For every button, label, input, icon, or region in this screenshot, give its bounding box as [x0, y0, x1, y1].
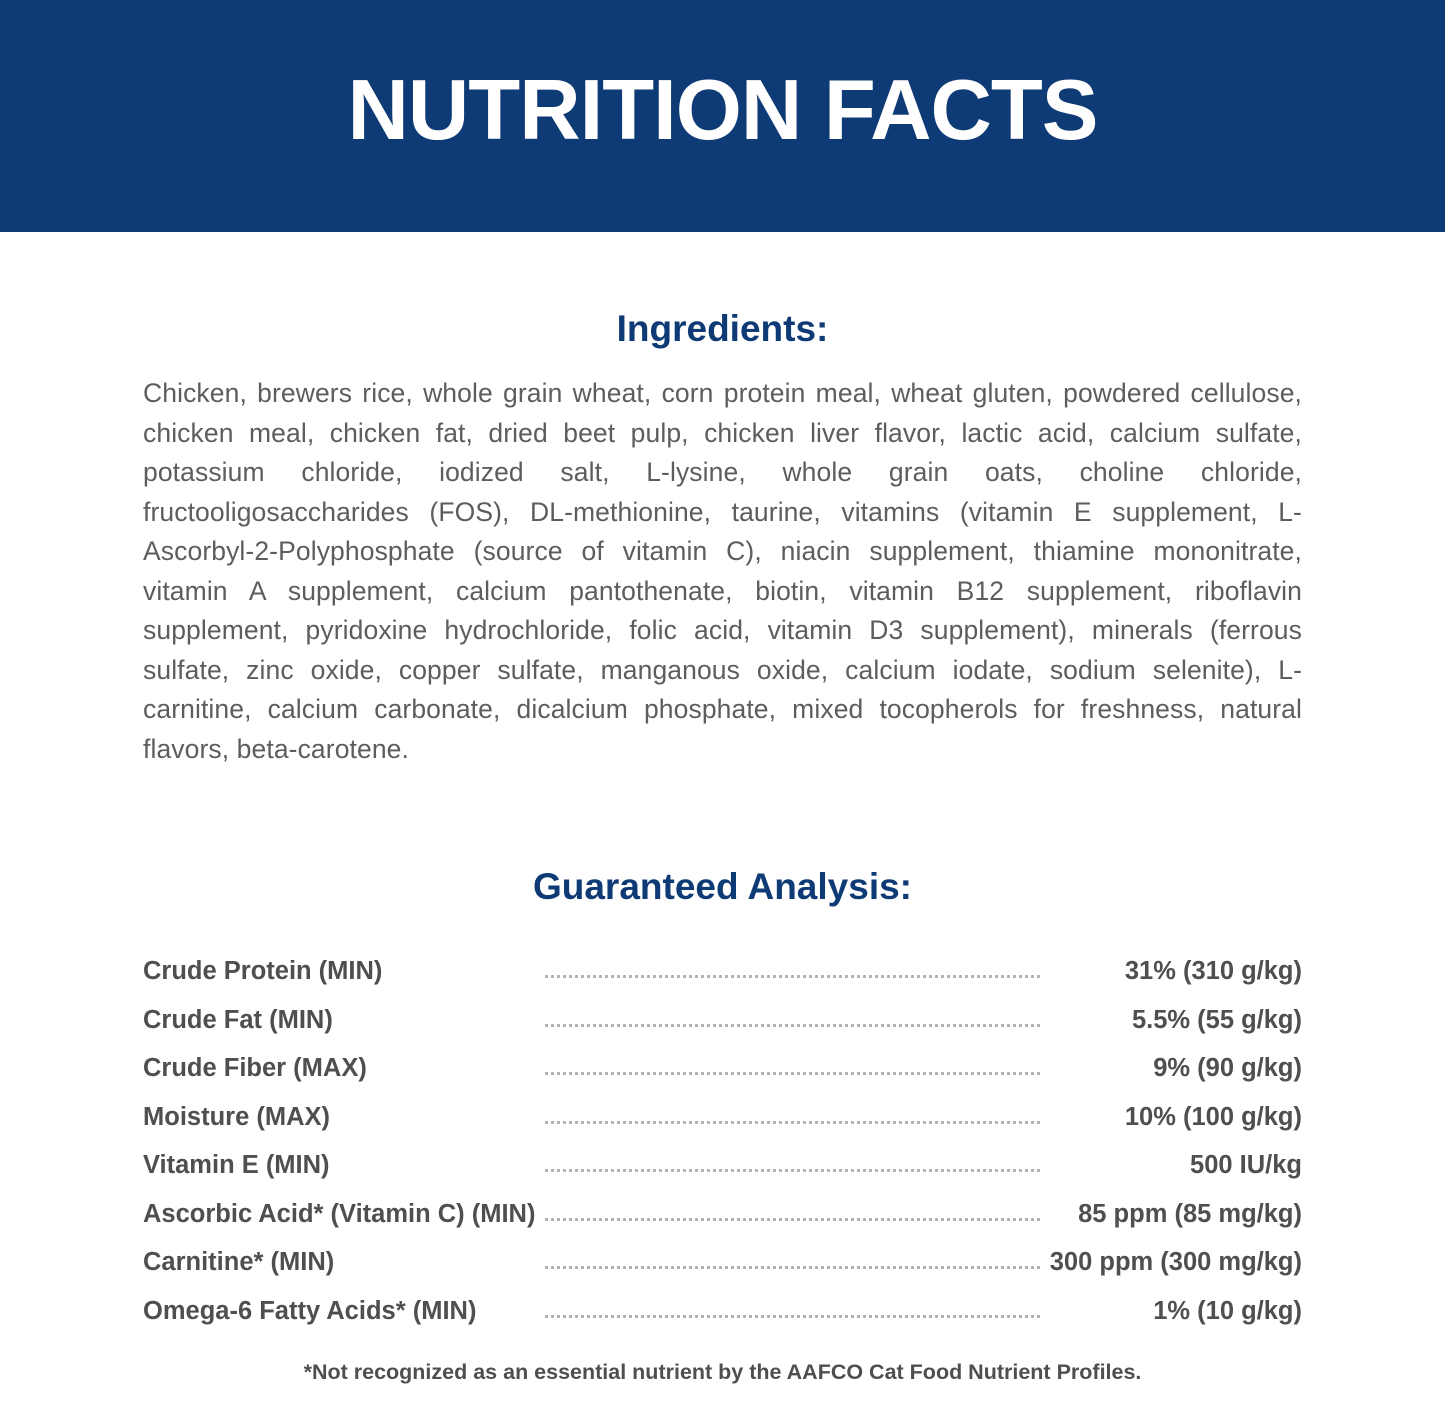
table-row — [143, 1277, 1302, 1326]
nutrient-label: Crude Fiber (MAX) — [143, 1054, 367, 1082]
nutrient-value: 500 IU/kg — [1190, 1151, 1302, 1179]
guaranteed-analysis-heading: Guaranteed Analysis: — [532, 865, 913, 907]
leader-dots — [541, 986, 1043, 1035]
ingredients-heading: Ingredients: — [616, 308, 829, 349]
leader-dots — [541, 1083, 1043, 1132]
nutrient-value: 1% (10 g/kg) — [1153, 1296, 1302, 1325]
nutrient-value: 9% (90 g/kg) — [1153, 1054, 1302, 1082]
header-banner — [0, 0, 1445, 232]
table-row — [143, 1180, 1302, 1229]
nutrient-label: Moisture (MAX) — [143, 1102, 330, 1131]
nutrient-label: Crude Protein (MIN) — [143, 957, 383, 985]
nutrient-label: Crude Fat (MIN) — [143, 1005, 333, 1034]
nutrient-value: 10% (100 g/kg) — [1124, 1102, 1302, 1131]
guaranteed-analysis-table — [143, 938, 1302, 1326]
nutrient-value: 31% (310 g/kg) — [1124, 957, 1302, 985]
table-row — [143, 938, 1302, 987]
table-row — [143, 986, 1302, 1035]
nutrient-value: 5.5% (55 g/kg) — [1131, 1005, 1302, 1034]
page-title: NUTRITION FACTS — [347, 62, 1098, 158]
leader-dots — [541, 1277, 1043, 1326]
nutrient-label: Ascorbic Acid* (Vitamin C) (MIN) — [143, 1199, 536, 1228]
page-content — [0, 232, 1445, 1407]
leader-dots — [541, 1180, 1043, 1229]
nutrient-value: 85 ppm (85 mg/kg) — [1078, 1199, 1302, 1228]
footnote: *Not recognized as an essential nutrient by the AAFCO Cat Food Nutrient Profiles. — [303, 1359, 1142, 1384]
nutrient-value: 300 ppm (300 mg/kg) — [1049, 1248, 1302, 1276]
table-row — [143, 1035, 1302, 1084]
leader-dots — [541, 1132, 1043, 1181]
nutrient-label: Carnitine* (MIN) — [143, 1248, 335, 1276]
table-row — [143, 1132, 1302, 1181]
nutrient-label: Omega-6 Fatty Acids* (MIN) — [143, 1296, 477, 1325]
table-row — [143, 1229, 1302, 1278]
table-row — [143, 1083, 1302, 1132]
ingredients-text: Chicken, brewers rice, whole grain wheat, corn protein meal, wheat gluten, powdered cellulose, chicken meal, chicken fat, dried beet pulp, chicken liver flavor, lactic acid, calcium sulfate, potassium chloride, iodized salt, L-lysine, whole grain oats, choline chloride, fructooligosaccharides (FOS), DL-methionine, taurine, vitamins (vitamin E supplement, L-Ascorbyl-2-Polyphosphate (source of vitamin C), niacin supplement, thiamine mononitrate, vitamin A supplement, calcium pantothenate, biotin, vitamin B12 supplement, riboflavin supplement, pyridoxine hydrochloride, folic acid, vitamin D3 supplement), minerals (ferrous sulfate, zinc oxide, copper sulfate, manganous oxide, calcium iodate, sodium selenite), L-carnitine, calcium carbonate, dicalcium phosphate, mixed tocopherols for freshness, natural flavors, beta-carotene. — [143, 378, 1302, 764]
leader-dots — [541, 1035, 1043, 1084]
leader-dots — [541, 1229, 1043, 1278]
nutrient-label: Vitamin E (MIN) — [143, 1151, 330, 1179]
leader-dots — [541, 938, 1043, 987]
